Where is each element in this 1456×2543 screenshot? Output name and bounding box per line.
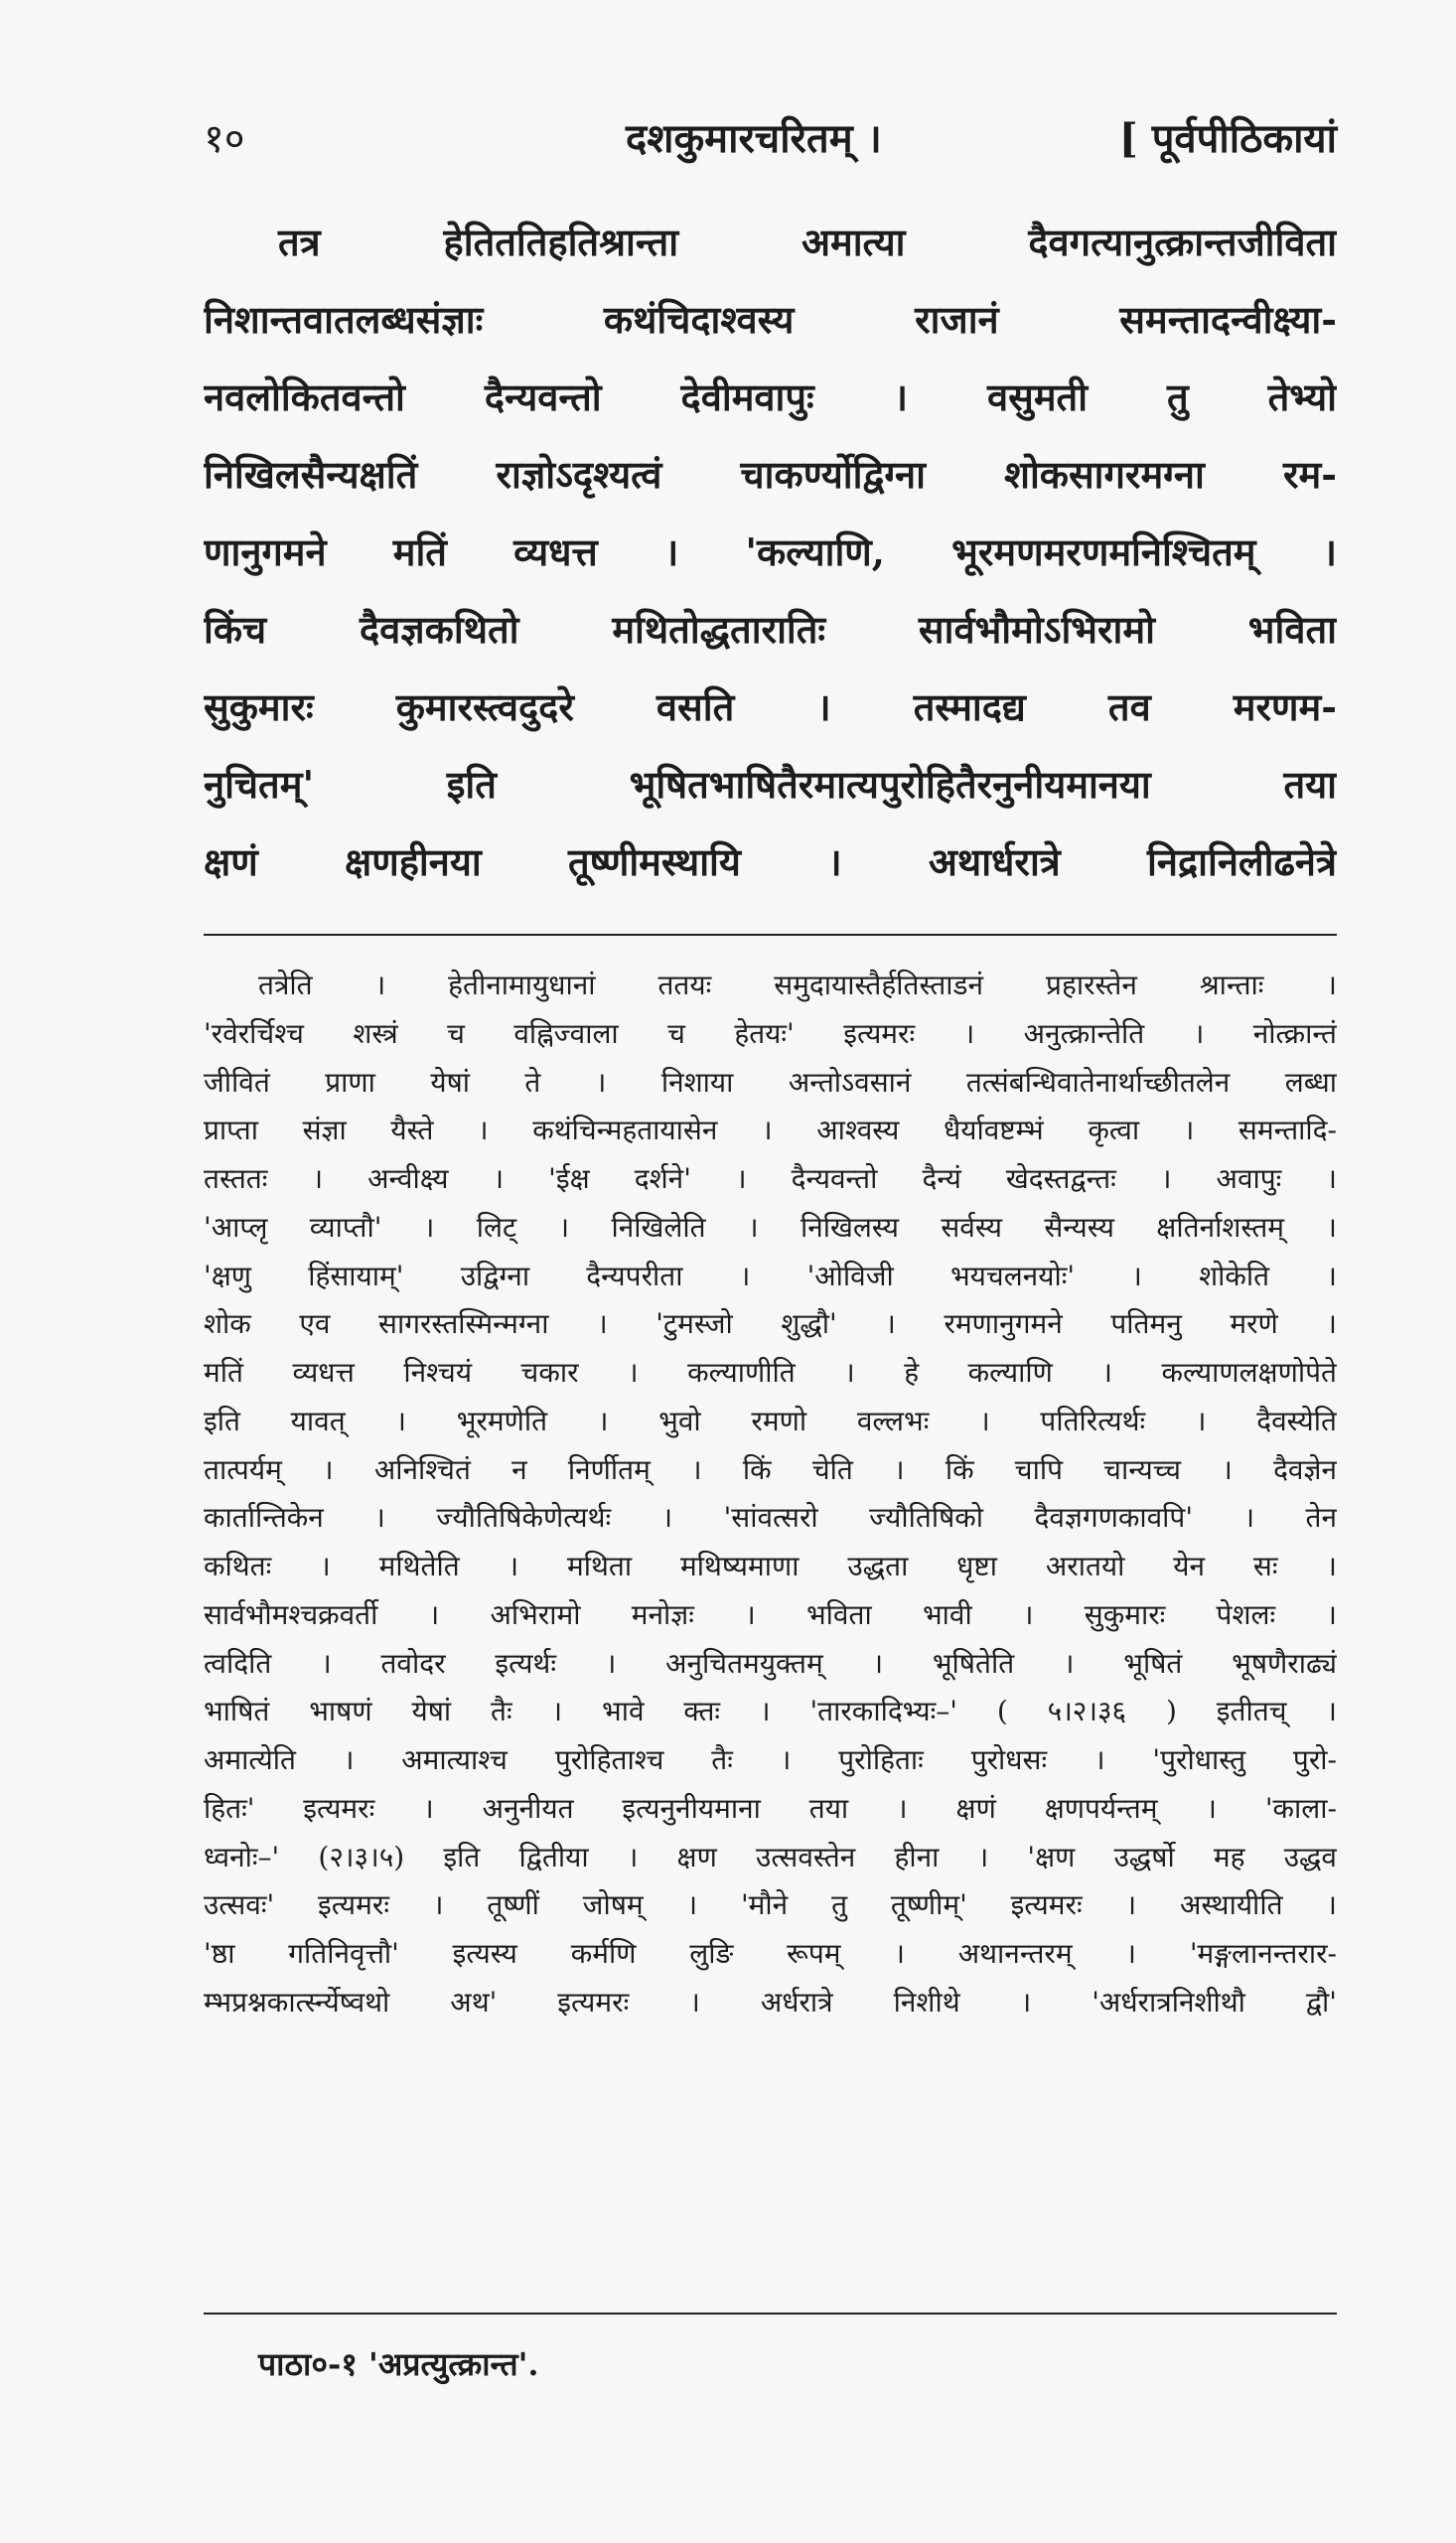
commentary-line: सार्वभौमश्चक्रवर्ती । अभिरामो मनोज्ञः । भविता भावी । सुकुमारः पेशलः । [204, 1597, 1337, 1631]
commentary-line: उत्सवः' इत्यमरः । तूष्णीं जोषम् । 'मौने तु तूष्णीम्' इत्यमरः । अस्थायीति । [204, 1888, 1337, 1922]
book-title: दशकुमारचरितम् । [626, 115, 882, 162]
main-text-line: णानुगमने मतिं व्यधत्त । 'कल्याणि, भूरमणमरणमनिश्चितम् । [204, 529, 1337, 574]
commentary-line: कथितः । मथितेति । मथिता मथिष्यमाणा उद्धता धृष्टा अरातयो येन सः । [204, 1550, 1337, 1582]
commentary-line: मतिं व्यधत्त निश्चयं चकार । कल्याणीति । हे कल्याणि । कल्याणलक्षणोपेते [204, 1356, 1337, 1389]
commentary-line: म्भप्रश्नकार्त्स्न्येष्वथो अथ' इत्यमरः । अर्धरात्रे निशीथे । 'अर्धरात्रनिशीथौ द्वौ' [204, 1985, 1337, 2019]
main-text-line: नवलोकितवन्तो दैन्यवन्तो देवीमवापुः । वसुमती तु तेभ्यो [204, 374, 1337, 419]
main-text [204, 204, 1337, 901]
commentary-line: 'आप्लृ व्याप्तौ' । लिट् । निखिलेति । निखिलस्य सर्वस्य सैन्यस्य क्षतिर्नाशस्तम् । [204, 1210, 1337, 1244]
commentary-line: तात्पर्यम् । अनिश्चितं न निर्णीतम् । किं चेति । किं चापि चान्यच्च । दैवज्ञेन [204, 1452, 1337, 1486]
page-number: १० [204, 116, 245, 162]
commentary-line: 'क्षणु हिंसायाम्' उद्विग्ना दैन्यपरीता । 'ओविजी भयचलनयोः' । शोकेति । [204, 1259, 1337, 1292]
commentary-line: ध्वनोः–' (२।३।५) इति द्वितीया । क्षण उत्सवस्तेन हीना । 'क्षण उद्धर्षो मह उद्धव [204, 1840, 1337, 1873]
divider [204, 2313, 1337, 2315]
commentary-line: अमात्येति । अमात्याश्च पुरोहिताश्च तैः । पुरोहिताः पुरोधसः । 'पुरोधास्तु पुरो- [204, 1743, 1337, 1776]
section-title: [ पूर्वपीठिकायां [1118, 115, 1337, 162]
main-text-line: निखिलसैन्यक्षतिं राज्ञोऽदृश्यत्वं चाकर्ण्योद्विग्ना शोकसागरमग्ना रम- [204, 452, 1337, 497]
commentary [204, 962, 1337, 2027]
commentary-line: प्राप्ता संज्ञा यैस्ते । कथंचिन्महतायासेन । आश्वस्य धैर्यावष्टम्भं कृत्वा । समन्तादि- [204, 1114, 1337, 1147]
commentary-line: तत्रेति । हेतीनामायुधानां ततयः समुदायास्तैर्हतिस्ताडनं प्रहारस्तेन श्रान्ताः । [258, 969, 1337, 1001]
commentary-line: 'रवेरर्चिश्च शस्त्रं च वह्निज्वाला च हेतयः' इत्यमरः । अनुत्क्रान्तेति । नोत्क्रान्तं [204, 1016, 1337, 1050]
commentary-line: भाषितं भाषणं येषां तैः । भावे क्तः । 'तारकादिभ्यः–' ( ५।२।३६ ) इतीतच् । [204, 1695, 1337, 1728]
main-text-line: सुकुमारः कुमारस्त्वदुदरे वसति । तस्मादद्य तव मरणम- [204, 684, 1337, 729]
footnote: पाठा०-१ 'अप्रत्युत्क्रान्त'. [258, 2345, 539, 2383]
commentary-line: तस्ततः । अन्वीक्ष्य । 'ईक्ष दर्शने' । दैन्यवन्तो दैन्यं खेदस्तद्वन्तः । अवापुः । [204, 1162, 1337, 1195]
commentary-line: जीवितं प्राणा येषां ते । निशाया अन्तोऽवसानं तत्संबन्धिवातेनार्थाच्छीतलेन लब्धा [204, 1065, 1337, 1099]
commentary-line: कार्तान्तिकेन । ज्यौतिषिकेणेत्यर्थः । 'सांवत्सरो ज्यौतिषिको दैवज्ञगणकावपि' । तेन [204, 1501, 1337, 1535]
commentary-line: इति यावत् । भूरमणेति । भुवो रमणो वल्लभः । पतिरित्यर्थः । दैवस्येति [204, 1404, 1337, 1437]
main-text-line: तत्र हेतिततिहतिश्रान्ता अमात्या दैवगत्यानुत्क्रान्तजीविता [278, 220, 1337, 264]
commentary-line: त्वदिति । तवोदर इत्यर्थः । अनुचितमयुक्तम् । भूषितेति । भूषितं भूषणैराढ्यं [204, 1646, 1337, 1680]
commentary-line: हितः' इत्यमरः । अनुनीयत इत्यनुनीयमाना तया । क्षणं क्षणपर्यन्तम् । 'काला- [204, 1791, 1337, 1825]
page-header [204, 104, 1337, 174]
main-text-line: किंच दैवज्ञकथितो मथितोद्धतारातिः सार्वभौमोऽभिरामो भविता [204, 607, 1337, 652]
commentary-line: 'ष्ठा गतिनिवृत्तौ' इत्यस्य कर्मणि लुङि रूपम् । अथानन्तरम् । 'मङ्गलानन्तरार- [204, 1937, 1337, 1970]
commentary-line: शोक एव सागरस्तस्मिन्मग्ना । 'टुमस्जो शुद्धौ' । रमणानुगमने पतिमनु मरणे । [204, 1307, 1337, 1341]
main-text-line: नुचितम्' इति भूषितभाषितैरमात्यपुरोहितैरनुनीयमानया तया [204, 762, 1337, 807]
main-text-line: क्षणं क्षणहीनया तूष्णीमस्थायि । अथार्धरात्रे निद्रानिलीढनेत्रे [204, 839, 1337, 884]
divider [204, 934, 1337, 936]
main-text-line: निशान्तवातलब्धसंज्ञाः कथंचिदाश्वस्य राजानं समन्तादन्वीक्ष्या- [204, 297, 1337, 342]
